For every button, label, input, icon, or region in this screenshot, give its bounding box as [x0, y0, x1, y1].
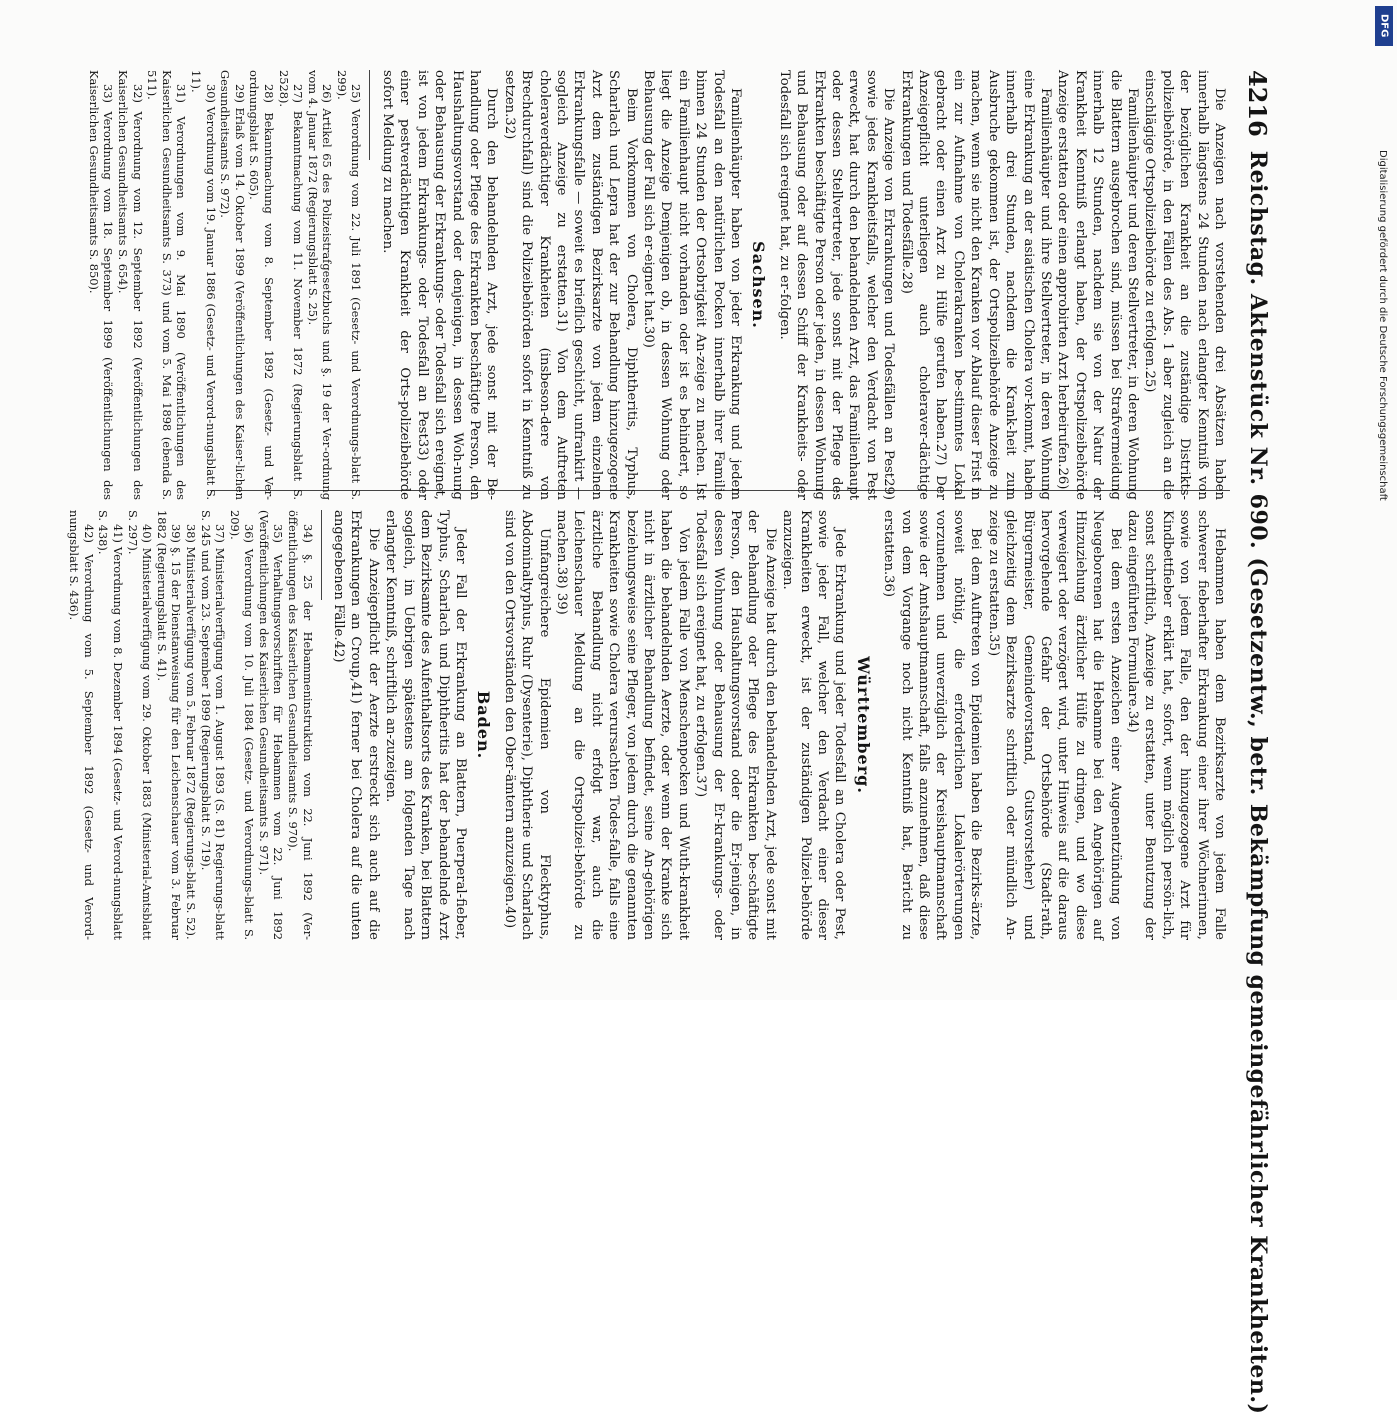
- paragraph: Bei dem Auftreten von Epidemien haben die Bezirks-ärzte, soweit nöthig, die erforderlichen Lokalerörterungen vorzunehmen und unverzüglich der Kreishauptmannschaft sowie der Amtshauptmannschaft, falls anzunehmen, daß diese von dem Vorgange noch nicht Kenntniß hat, Bericht zu erstatten.36): [881, 510, 984, 940]
- footnote: 42) Verordnung vom 5. September 1892 (Gesetz- und Verord-nungsblatt S. 436).: [67, 510, 96, 940]
- footnote-separator: [321, 510, 322, 600]
- paragraph: Hebammen haben dem Bezirksarzte von jedem Falle schwerer fieberhafter Erkrankung einer ihrer Wöchnerinnen, sowie von jedem Falle, den der hinzugezogene Arzt für Kindbettfieber erklärt hat, sofort, wenn möglich persön-lich, sonst schriftlich, Anzeige zu erstatten, unter Benutzung der dazu eingeführten Formulare.34): [1124, 510, 1227, 940]
- section-heading-sachsen: Sachsen.: [749, 241, 769, 329]
- footnote: 27) Bekanntmachung vom 11. November 1872 (Regierungsblatt S. 2528).: [276, 70, 306, 500]
- paragraph: Von jedem Falle von Menschenpocken und Wuth-krankheit haben die behandelnden Aerzte, oder wenn der Kranke sich nicht in ärztlicher Behandlung befindet, seine An-gehörigen beziehungsweise seine Pfleger, von jedem durch die genannten Krankheiten sowie Cholera verursachten Todes-falle, falls eine ärztliche Behandlung nicht erfolgt war, auch die Leichenschauer Meldung an die Ortspolizei-behörde zu machen.38) 39): [553, 510, 691, 940]
- footnote: 35) Verhaltungsvorschriften für Hebammen vom 22. Juni 1892 (Veröffentlichungen des Kaiserlichen Gesundheitsamts S. 971).: [256, 510, 286, 940]
- paragraph: Beim Vorkommen von Cholera, Diphtheritis, Typhus, Scharlach und Lepra hat der zur Behandlung hinzugezogene Arzt dem zuständigen Bezirksarzte von jedem einzelnen Erkrankungsfalle — soweit es brieflich geschicht, unfrankirt — sogleich Anzeige zu erstatten.31) Von dem Auftreten choleraverdächtiger Krankheiten (insbeson-dere von Brechdurchfall) sind die Polizeibehörden sofort in Kenntniß zu setzen.32): [501, 70, 639, 500]
- paragraph: Die Anzeigepflicht der Aerzte erstreckt sich auch auf die Erkrankungen an Croup,41) ferner bei Cholera auf die unten angegebenen Fälle.42): [331, 510, 381, 940]
- footnote: 37) Ministerialverfügung vom 1. August 1893 (S. 81) Regierungs-blatt S. 245 und vom 23. September 1899 (Regierungsblatt S. 719).: [198, 510, 228, 940]
- digitization-note-text: Digitalisierung gefördert durch die Deutsche Forschungsgemeinschaft: [1377, 150, 1388, 501]
- section-heading-wuerttemberg: Württemberg.: [853, 656, 873, 794]
- footnote: 33) Verordnung vom 18. September 1899 (Veröffentlichungen des Kaiserlichen Gesundheitsamts S. 850).: [86, 70, 116, 500]
- paragraph: Die Anzeige hat durch den behandelnden Arzt, jede sonst mit der Behandlung oder Pflege des Erkrankten be-schäftigte Person, den Haushaltungsvorstand oder die Er-jenigen, in dessen Wohnung oder Behausung der Er-krankungs- oder Todesfall sich ereignet hat, zu erfolgen.37): [693, 510, 778, 940]
- paragraph: Die Anzeigen nach vorstehenden drei Absätzen haben innerhalb längstens 24 Stunden nach erlangter Kenntniß von der bezüglichen Krankheit an die zuständige Distrikts-polizeibehörde, in den Fällen des Abs. 1 aber zugleich an die einschlägige Ortspolizeibehörde zu erfolgen.25): [1142, 70, 1227, 500]
- footnote: 30) Verordnung vom 19. Januar 1886 (Gesetz- und Verord-nungsblatt S. 11).: [188, 70, 218, 500]
- paragraph: Familienhäupter und ihre Stellvertreter, in deren Wohnung eine Erkrankung an der asiatischen Cholera vor-kommt, haben innerhalb drei Stunden, nachdem die Krank-heit zum Ausbruche gekommen ist, der Ortspolizeibehörde Anzeige zu machen, wenn sie nicht den Kranken vor Ablauf dieser Frist in ein zur Aufnahme von Cholerakranken be-stimmtes Lokal gebracht oder einen Arzt zu Hülfe gerufen haben.27) Der Anzeigepflicht unterliegen auch choleraver-dächtige Erkrankungen und Todesfälle.28): [898, 70, 1053, 500]
- paragraph: Jeder Fall der Erkrankung an Blattern, Puerperal-fieber, Typhus, Scharlach und Diphtheritis hat der behandelnde Arzt dem Bezirksamte des Aufenthaltsorts des Kranken, bei Blattern sogleich, im Uebrigen spätestens am folgenden Tage nach erlangter Kenntniß, schriftlich an-zuzeigen.: [383, 510, 468, 940]
- footnote: 34) §. 25 der Hebammeninstruktion vom 22. Juni 1892 (Ver-öffentlichungen des Kaiserlichen Gesundheitsamts S. 970).: [286, 510, 315, 940]
- paragraph: Familienhäupter haben von jeder Erkrankung und jedem Todesfall an den natürlichen Pocken innerhalb ihrer Familie binnen 24 Stunden der Ortsobrigkeit An-zeige zu machen. Ist ein Familienhaupt nicht vorhanden oder ist es behindert, so liegt die Anzeige Demjenigen ob, in dessen Wohnung oder Behausung der Fall sich er-eignet hat.30): [641, 70, 744, 500]
- footnote: 29) Erlaß vom 14. Oktober 1899 (Veröffentlichungen des Kaiser-lichen Gesundheitsamts S. 972).: [218, 70, 247, 500]
- footnote: 28) Bekanntmachung vom 8. September 1892 (Gesetz- und Ver-ordnungsblatt S. 605).: [247, 70, 276, 500]
- footnote: 31) Verordnungen vom 9. Mai 1890 (Veröffentlichungen des Kaiserlichen Gesundheitsamts S. 373) und vom 5. Mai 1898 (ebenda S. 511).: [145, 70, 189, 500]
- paragraph: Bei dem ersten Anzeichen einer Augenentzündung von Neugeborenen hat die Hebamme bei den Angehörigen auf Hinzuziehung ärztlicher Hülfe zu dringen, und wo diese verweigert oder verzögert wird, unter Hinweis auf die daraus hervorgehende Gefahr der Ortsbehörde (Stadt-rath, Bürgermeister, Gemeindevorstand, Gutsvorsteher) und gleichzeitig dem Bezirksarzte schriftlich oder mündlich An-zeige zu erstatten.35): [985, 510, 1123, 940]
- paragraph: Umfangreichere Epidemien von Flecktyphus, Abdominaltyphus, Ruhr (Dysenterie), Diphtherie und Scharlach sind von den Ortsvorständen den Ober-ämtern anzuzeigen.40): [501, 510, 552, 940]
- dfg-logo: DFG: [1375, 6, 1393, 46]
- footnote: 25) Verordnung vom 22. Juli 1891 (Gesetz- und Verordnungs-blatt S. 299).: [334, 70, 364, 500]
- running-head: Reichstag. Aktenstück Nr. 690. (Gesetzentw., betr. Bekämpfung gemeingefährlicher Krankheiten.): [1245, 150, 1271, 1414]
- paragraph: Jede Erkrankung und jeder Todesfall an Cholera oder Pest, sowie jeder Fall, welcher den Verdacht einer dieser Krankheiten erweckt, ist der zuständigen Polizei-behörde anzuzeigen.: [780, 510, 848, 940]
- footnote: 41) Verordnung vom 8. Dezember 1894 (Gesetz- und Verord-nungsblatt S. 438).: [96, 510, 125, 940]
- paragraph: Durch den behandelnden Arzt, jede sonst mit der Be-handlung oder Pflege des Erkrankten beschäftigte Person, den Haushaltungsvorstand oder denjenigen, in dessen Woh-nung oder Behausung der Erkrankungs- oder Todesfall sich ereignet, ist von jedem Erkrankungs- oder Todesfall an Pest33) oder einer pestverdächtigen Krankheit der Orts-polizeibehörde sofort Meldung zu machen.: [379, 70, 500, 500]
- page-header: [1234, 70, 1282, 1414]
- footnote: 38) Ministerialverfügung vom 5. Februar 1872 (Regierungs-blatt S. 52).: [183, 524, 198, 940]
- page-number: 4216: [1243, 70, 1273, 137]
- section-heading-baden: Baden.: [474, 690, 494, 760]
- right-column: [67, 510, 1228, 940]
- left-column: [86, 70, 1228, 500]
- paragraph: Die Anzeige von Erkrankungen und Todesfällen an Pest29) sowie jedes Krankheitsfalls, welcher den Verdacht von Pest erweckt, hat durch den behandelnden Arzt, das Familienhaupt oder dessen Stellvertreter, jede sonst mit der Pflege des Erkrankten beschäftigte Person oder jeden, in dessen Wohnung und Behausung oder auf dessen Schiff der Krankheits- oder Todesfall sich ereignet hat, zu er-folgen.: [776, 70, 897, 500]
- footnote: 26) Artikel 65 des Polizeistrafgesetzbuchs und §. 19 der Ver-ordnung vom 4. Januar 1872 (Regierungsblatt S. 25).: [305, 70, 335, 500]
- footnote: 36) Verordnung vom 10. Juli 1884 (Gesetz- und Verordnungs-blatt S. 209).: [227, 510, 257, 940]
- footnote: 32) Verordnung vom 12. September 1892 (Veröffentlichungen des Kaiserlichen Gesundheitsamts S. 654).: [116, 70, 145, 500]
- digitization-note: [1377, 150, 1391, 970]
- footnote: 40) Ministerialverfügung vom 29. Oktober 1883 (Ministerial-Amtsblatt S. 297).: [125, 510, 155, 940]
- footnote-separator: [370, 70, 371, 160]
- footnote: 39) §. 15 der Dienstanweisung für den Leichenschauer vom 3. Februar 1882 (Regierungsblatt S. 41).: [154, 510, 184, 940]
- paragraph: Familienhäupter und deren Stellvertreter, in deren Wohnung die Blattern ausgebrochen sind, müssen bei Strafvermeidung innerhalb 12 Stunden, nachdem sie von der Natur der Krankheit Kenntniß erlangt haben, der Ortspolizeibehörde Anzeige erstatten oder einen approbirten Arzt herbeirufen.26): [1055, 70, 1140, 500]
